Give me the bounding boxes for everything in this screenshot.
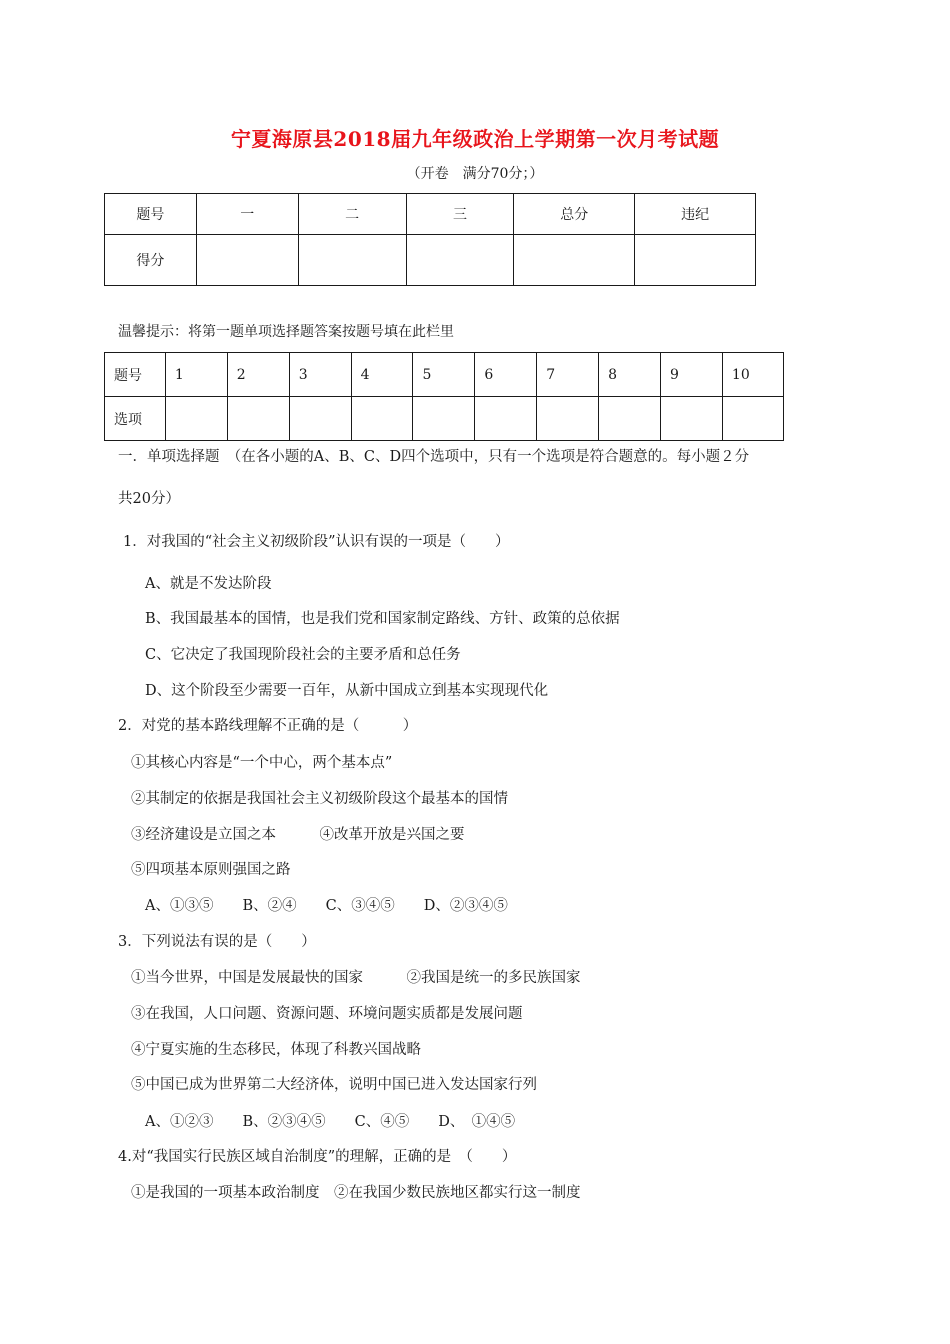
score-header-cell: 三 (406, 194, 514, 235)
question-2-stem: 2．对党的基本路线理解不正确的是（ ） (118, 718, 418, 734)
score-input-cell[interactable] (514, 235, 635, 286)
answer-input-cell[interactable] (661, 397, 723, 441)
answer-number-cell: 3 (289, 353, 351, 397)
section-heading-cont: 共20分） (118, 491, 180, 507)
answer-input-cell[interactable] (351, 397, 413, 441)
question-2-statement: ③经济建设是立国之本 ④改革开放是兴国之要 (131, 827, 465, 843)
answer-input-cell[interactable] (289, 397, 351, 441)
answer-number-cell: 9 (661, 353, 723, 397)
question-3-statement: ④宁夏实施的生态移民，体现了科教兴国战略 (131, 1042, 421, 1058)
answer-number-cell: 1 (165, 353, 227, 397)
score-header-cell: 二 (298, 194, 406, 235)
answer-table (104, 352, 784, 441)
answer-number-cell: 2 (227, 353, 289, 397)
answer-input-cell[interactable] (227, 397, 289, 441)
answer-number-cell: 10 (722, 353, 783, 397)
answer-input-cell[interactable] (165, 397, 227, 441)
score-row-label: 得分 (105, 235, 197, 286)
score-input-cell[interactable] (298, 235, 406, 286)
score-table (104, 193, 756, 286)
answer-input-cell[interactable] (599, 397, 661, 441)
question-4-statement: ①是我国的一项基本政治制度 ②在我国少数民族地区都实行这一制度 (131, 1185, 581, 1201)
question-2-statement: ②其制定的依据是我国社会主义初级阶段这个最基本的国情 (131, 791, 508, 807)
answer-number-cell: 5 (413, 353, 475, 397)
question-3-statement: ③在我国，人口问题、资源问题、环境问题实质都是发展问题 (131, 1006, 523, 1022)
question-1-option: C、它决定了我国现阶段社会的主要矛盾和总任务 (145, 647, 461, 663)
question-1-option: B、我国最基本的国情，也是我们党和国家制定路线、方针、政策的总依据 (145, 611, 620, 627)
score-header-cell: 总分 (514, 194, 635, 235)
question-2-statement: ①其核心内容是“一个中心，两个基本点” (131, 755, 393, 771)
question-1-stem: 1．对我国的“社会主义初级阶段”认识有误的一项是（ ） (123, 534, 510, 550)
question-3-statement: ⑤中国已成为世界第二大经济体，说明中国已进入发达国家行列 (131, 1077, 537, 1093)
answer-number-cell: 8 (599, 353, 661, 397)
question-1-option: A、就是不发达阶段 (145, 576, 272, 592)
question-3-stem: 3．下列说法有误的是（ ） (118, 934, 316, 950)
page-title: 宁夏海原县2018届九年级政治上学期第一次月考试题 (230, 127, 720, 151)
score-header-cell: 题号 (105, 194, 197, 235)
question-3-options: A、①②③ B、②③④⑤ C、④⑤ D、 ①④⑤ (145, 1114, 516, 1130)
answer-input-cell[interactable] (475, 397, 537, 441)
question-1-option: D、这个阶段至少需要一百年，从新中国成立到基本实现现代化 (145, 683, 549, 699)
section-heading: 一．单项选择题 （在各小题的A、B、C、D四个选项中，只有一个选项是符合题意的。每小题２分 (118, 449, 750, 465)
answer-input-cell[interactable] (722, 397, 783, 441)
tip-text: 温馨提示：将第一题单项选择题答案按题号填在此栏里 (118, 324, 454, 340)
answer-input-cell[interactable] (413, 397, 475, 441)
answer-row-label: 选项 (105, 397, 166, 441)
score-input-cell[interactable] (406, 235, 514, 286)
question-4-stem: 4.对“我国实行民族区域自治制度”的理解，正确的是 （ ） (118, 1149, 517, 1165)
score-header-cell: 一 (196, 194, 298, 235)
exam-subtitle: （开卷 满分70分；） (406, 166, 544, 182)
answer-input-cell[interactable] (537, 397, 599, 441)
answer-header-label: 题号 (105, 353, 166, 397)
score-input-cell[interactable] (196, 235, 298, 286)
question-2-statement: ⑤四项基本原则强国之路 (131, 862, 291, 878)
score-input-cell[interactable] (635, 235, 756, 286)
question-2-options: A、①③⑤ B、②④ C、③④⑤ D、②③④⑤ (145, 898, 508, 914)
answer-number-cell: 4 (351, 353, 413, 397)
score-header-cell: 违纪 (635, 194, 756, 235)
answer-number-cell: 7 (537, 353, 599, 397)
question-3-statement: ①当今世界，中国是发展最快的国家 ②我国是统一的多民族国家 (131, 970, 581, 986)
answer-number-cell: 6 (475, 353, 537, 397)
